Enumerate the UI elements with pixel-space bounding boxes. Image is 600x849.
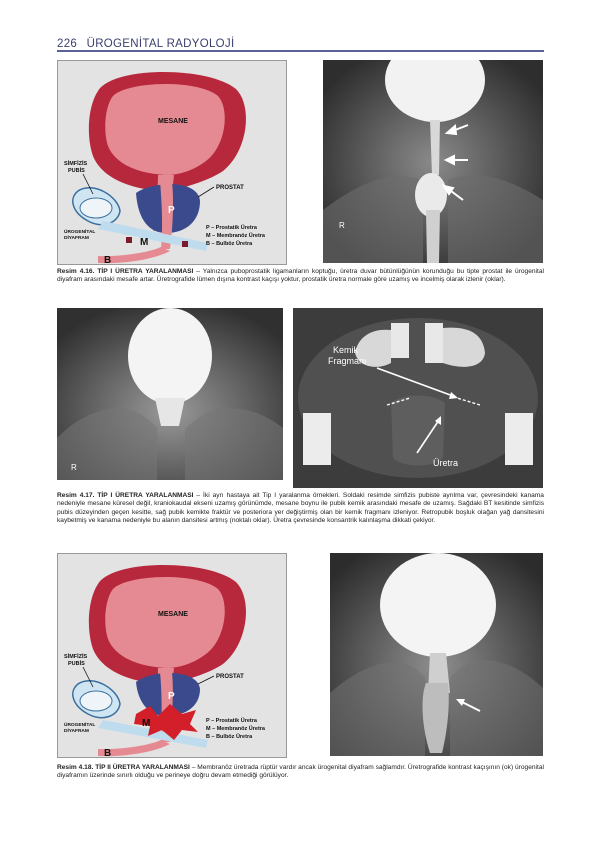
label-p: P (168, 205, 175, 216)
label-kemik-1: Kemik (333, 345, 359, 355)
header-title: ÜROGENİTAL RADYOLOJİ (86, 38, 235, 50)
fig418-diagram (57, 553, 287, 758)
caption-fig418-label: Resim 4.18. (57, 764, 94, 771)
fig417-ct-scan (293, 308, 543, 488)
label-simfizis-2-2: PUBİS (68, 661, 85, 667)
label-simfizis-2: PUBİS (68, 168, 85, 174)
label-urogenital-1: ÜROGENİTAL (64, 230, 96, 235)
running-header (57, 38, 234, 50)
label-uretra: Üretra (433, 458, 459, 468)
fig417-cystogram (57, 308, 283, 480)
label-urogenital-2: DİYAFRAM (64, 236, 89, 241)
fig418-urethrogram (330, 553, 543, 756)
caption-fig416-label: Resim 4.16. (57, 268, 95, 275)
fig416-urethrogram (323, 60, 543, 263)
caption-fig417-text: – İki ayrı hastaya ait Tip I yaralanma örnekleri. Soldaki resimde simfizis pubiste ayrılma var, çevresindeki kanama nedeniyle mesane küresel değil, kraniokaudal ekseni uzamış görünümde, mesane boynu ile pubik kemik arasındaki mesafe de uzamış. Sağdaki BT kesitinde simfizis pubis düzeyinden geçen kesitte, sağ pubik kemikte fraktür ve posteriora yer değiştirmiş olan bir kemik fragmanı izleniyor. Retropubik boşluk olağan yağ dansitesini kaybetmiş ve kanama nedeniyle bu alanın dansitesi artmış (noktalı oklar). Üretra çevresinde konsantrik kalınlaşma dikkati çekiyor. (57, 492, 544, 524)
legend-b: B – Bulböz Üretra (206, 241, 253, 247)
caption-fig418 (57, 764, 544, 781)
caption-fig417-title: TİP I ÜRETRA YARALANMASI (97, 492, 194, 499)
fig416-diagram (57, 60, 287, 265)
header-rule (57, 50, 544, 52)
legend-b-2: B – Bulböz Üretra (206, 734, 253, 740)
label-p-2: P (168, 691, 175, 702)
page-number: 226 (57, 38, 78, 50)
caption-fig417-label: Resim 4.17. (57, 492, 95, 499)
label-mesane-2: MESANE (158, 611, 188, 618)
legend-p: P – Prostatik Üretra (206, 225, 257, 231)
label-prostat: PROSTAT (216, 185, 244, 191)
label-urogenital-1-2: ÜROGENİTAL (64, 723, 96, 728)
legend-p-2: P – Prostatik Üretra (206, 718, 257, 724)
label-b-2: B (104, 748, 112, 757)
label-simfizis-1: SİMFİZİS (64, 161, 88, 167)
legend-m: M – Membranöz Üretra (206, 233, 265, 239)
label-kemik-2: Fragmanı (328, 356, 367, 366)
label-mesane: MESANE (158, 118, 188, 125)
label-b: B (104, 255, 112, 264)
caption-fig418-text: – Membranöz üretrada rüptür vardır ancak ürogenital diyafram sağlamdır. Üretrografide kontrast kaçışının (ok) ürogenital diyaframın üzerinde sınırlı olduğu ve perineye doğru devam etmediği görülüyor. (57, 764, 544, 780)
caption-fig417 (57, 492, 544, 525)
caption-fig416-text: – Yalnızca puboprostatik ligamanların koptuğu, üretra duvar bütünlüğünün korunduğu bu tipte prostat ile ürogenital diyafram arasındaki mesafe artar. Üretrografide lümen dışına kontrast kaçışı yoktur, prostatik üretra normale göre uzamış ve incelmiş olarak izlenir (oklar). (57, 268, 544, 284)
label-prostat-2: PROSTAT (216, 674, 244, 680)
label-r-2: R (71, 463, 77, 472)
legend-m-2: M – Membranöz Üretra (206, 726, 265, 732)
label-m-2: M (142, 718, 151, 729)
caption-fig416-title: TİP I ÜRETRA YARALANMASI (97, 268, 194, 275)
label-simfizis-1-2: SİMFİZİS (64, 654, 88, 660)
caption-fig418-title: TİP II ÜRETRA YARALANMASI (95, 764, 190, 771)
caption-fig416 (57, 268, 544, 285)
label-m: M (140, 237, 149, 248)
label-urogenital-2-2: DİYAFRAM (64, 729, 89, 734)
label-r: R (339, 221, 345, 230)
